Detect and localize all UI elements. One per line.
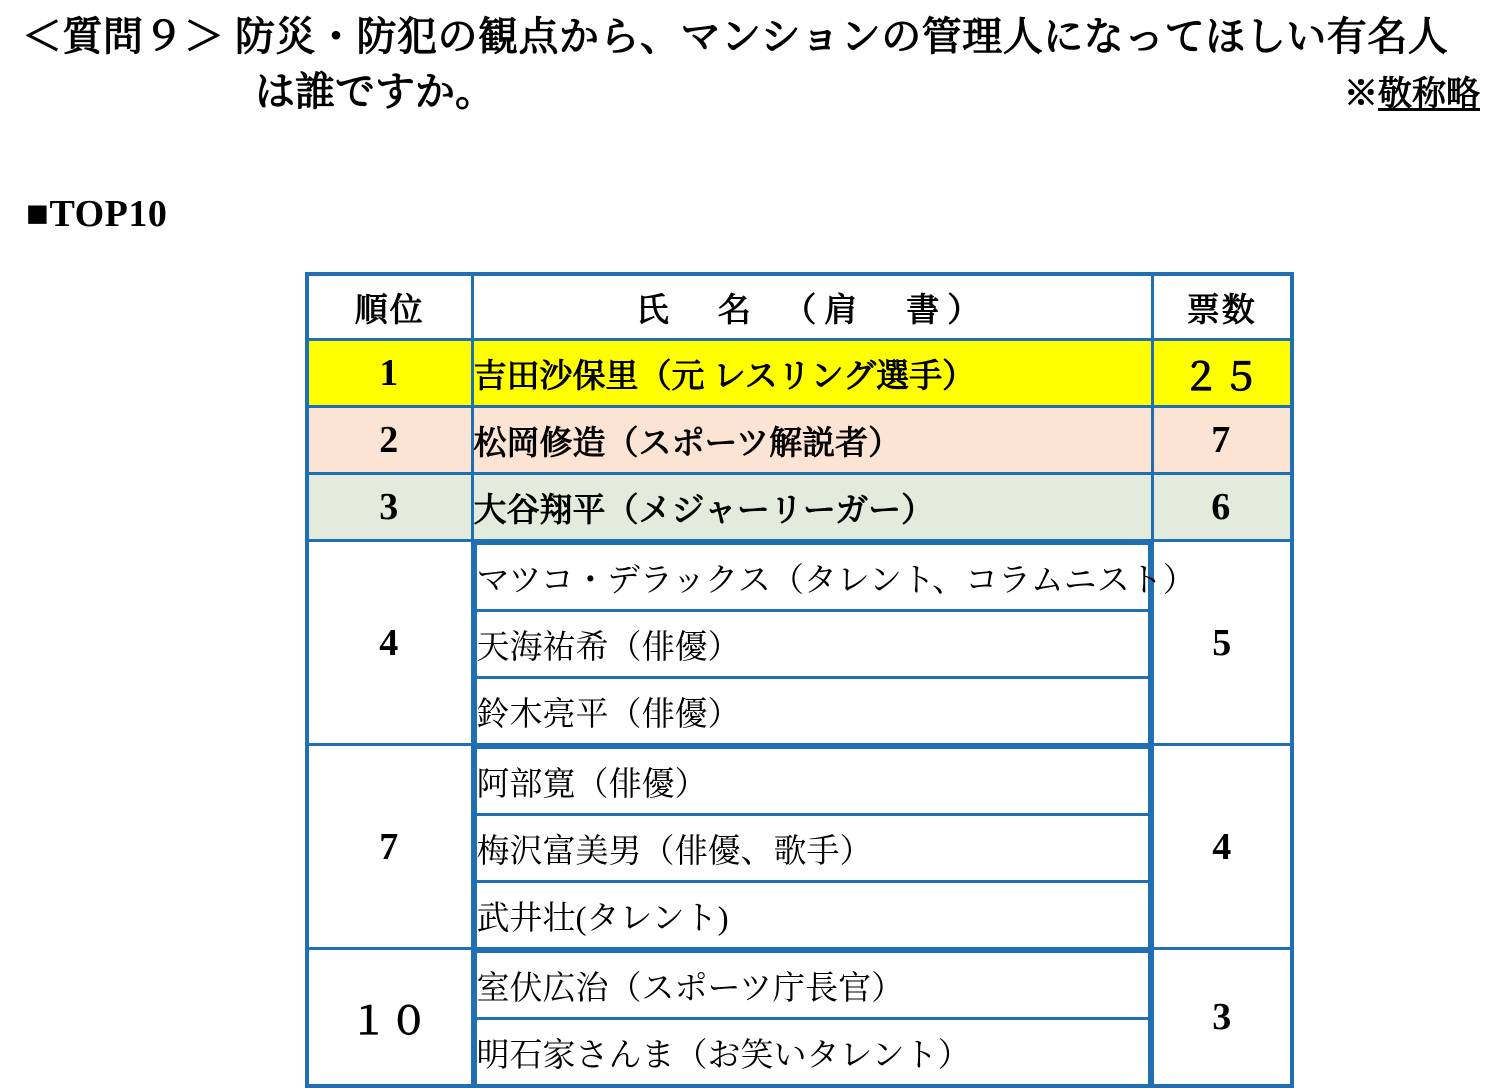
rank-value: １０ — [307, 949, 472, 1087]
question-title-line2: は誰ですか。 — [255, 69, 495, 114]
name-value: 梅沢富美男（俳優、歌手） — [475, 815, 1149, 882]
name-value: 明石家さんま（お笑いタレント） — [475, 1019, 1149, 1085]
ranking-table-wrapper — [305, 272, 1290, 1088]
rank-value: 7 — [307, 745, 472, 949]
question-title-block — [0, 12, 1500, 117]
rank-value: 4 — [307, 541, 472, 745]
votes-value: 3 — [1152, 949, 1292, 1087]
table-row — [307, 340, 1292, 407]
name-value: 鈴木亮平（俳優） — [475, 678, 1149, 744]
name-value: 松岡修造（スポーツ解説者） — [472, 407, 1152, 474]
table-header-row — [307, 274, 1292, 340]
column-header-votes: 票数 — [1152, 274, 1292, 340]
question-title-line2-row — [0, 66, 1500, 117]
rank-value: 3 — [307, 474, 472, 541]
name-value: マツコ・デラックス（タレント、コラムニスト） — [475, 544, 1149, 611]
name-value: 室伏広治（スポーツ庁長官） — [475, 952, 1149, 1019]
section-heading-top10: ■TOP10 — [26, 193, 168, 235]
name-sub-table — [474, 746, 1151, 947]
table-row — [307, 745, 1292, 949]
name-value: 大谷翔平（メジャーリーガー） — [472, 474, 1152, 541]
name-value: 天海祐希（俳優） — [475, 611, 1149, 678]
rank-value: 1 — [307, 340, 472, 407]
note-prefix: ※ — [1344, 76, 1378, 113]
votes-value: 7 — [1152, 407, 1292, 474]
table-row — [307, 407, 1292, 474]
name-sub-table — [474, 950, 1151, 1084]
table-row — [307, 541, 1292, 745]
votes-value: 5 — [1152, 541, 1292, 745]
table-row — [307, 474, 1292, 541]
note-underlined-text: 敬称略 — [1378, 76, 1480, 113]
table-row — [307, 949, 1292, 1087]
name-group-cell — [472, 541, 1196, 745]
votes-value: 6 — [1152, 474, 1292, 541]
column-header-name: 氏 名 （肩 書） — [472, 274, 1152, 340]
name-value: 阿部寛（俳優） — [475, 748, 1149, 815]
rank-value: 2 — [307, 407, 472, 474]
name-sub-table — [474, 542, 1196, 743]
ranking-table — [305, 272, 1294, 1088]
honorific-note — [1344, 66, 1480, 117]
name-group-cell — [472, 949, 1152, 1087]
name-value: 武井壮(タレント) — [475, 882, 1149, 948]
column-header-rank: 順位 — [307, 274, 472, 340]
votes-value: 4 — [1152, 745, 1292, 949]
question-title-line1: ＜質問９＞ 防災・防犯の観点から、マンションの管理人になってほしい有名人 — [22, 14, 1449, 59]
name-value: 吉田沙保里（元 レスリング選手） — [472, 340, 1152, 407]
name-group-cell — [472, 745, 1152, 949]
votes-value: ２５ — [1152, 340, 1292, 407]
